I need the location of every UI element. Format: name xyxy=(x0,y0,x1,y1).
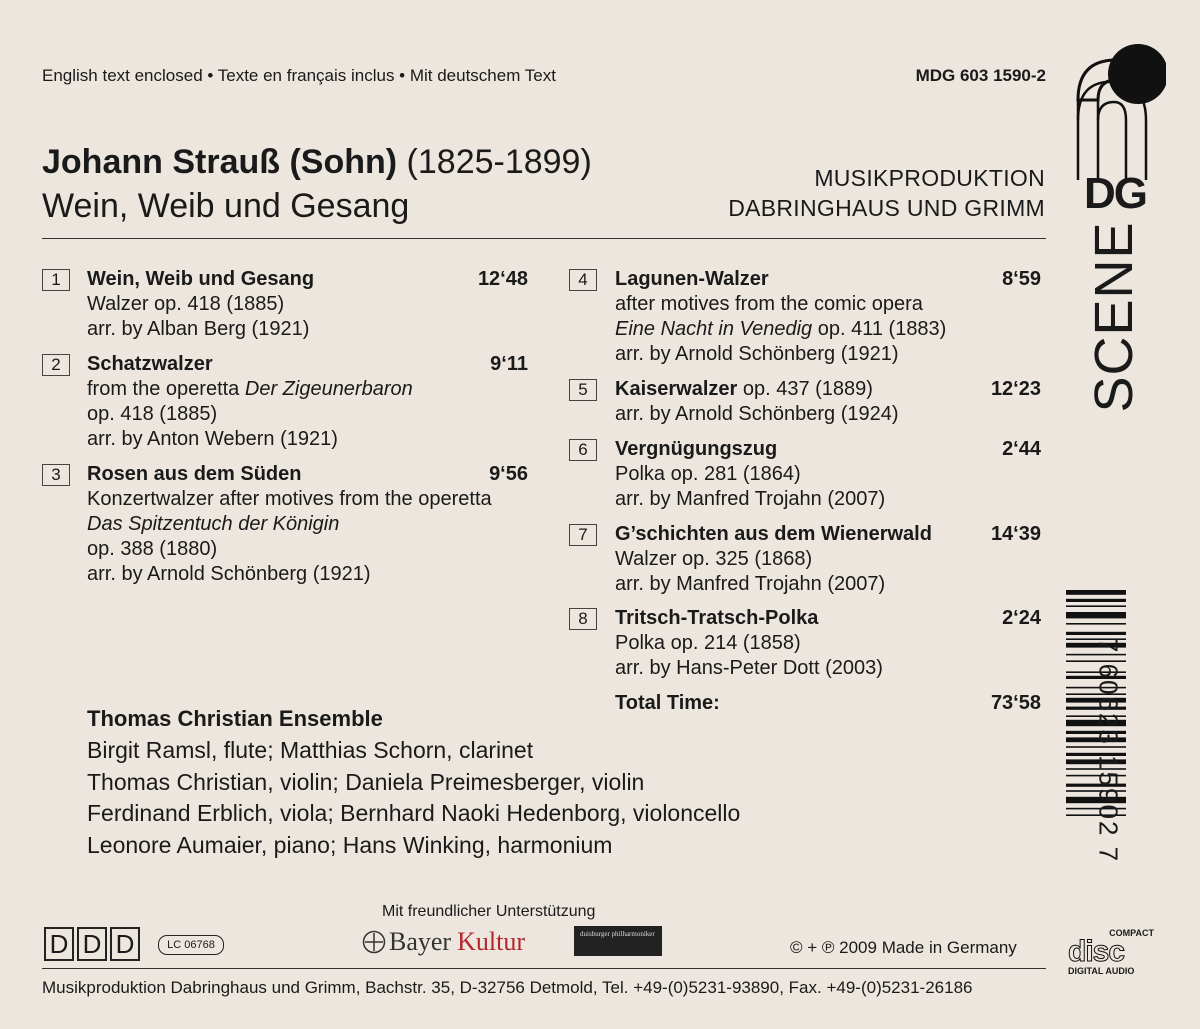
track-detail: arr. by Arnold Schönberg (1921) xyxy=(615,343,899,365)
disc-text: disc xyxy=(1068,935,1125,968)
track-time: 8‘59 xyxy=(1002,268,1041,290)
ensemble-member-line: Birgit Ramsl, flute; Matthias Schorn, clarinet xyxy=(87,737,534,763)
track-title: Tritsch-Tratsch-Polka xyxy=(615,607,819,629)
track-detail: arr. by Manfred Trojahn (2007) xyxy=(615,573,886,595)
track-title: Lagunen-Walzer xyxy=(615,268,769,290)
track-detail: Walzer op. 325 (1868) xyxy=(615,548,813,570)
track-detail: arr. by Alban Berg (1921) xyxy=(87,318,310,340)
compact-disc-logo xyxy=(1068,928,1158,988)
total-time-value: 73‘58 xyxy=(990,692,1041,714)
album-title: Wein, Weib und Gesang xyxy=(42,187,410,225)
track-time: 2‘44 xyxy=(1002,438,1041,460)
label-code: LC 06768 xyxy=(158,935,224,955)
track-number: 2 xyxy=(42,354,70,376)
composer-name: Johann Strauß (Sohn) xyxy=(42,143,398,181)
barcode xyxy=(1066,590,1158,910)
track-detail: op. 388 (1880) xyxy=(87,538,218,560)
philharmoniker-logo: duisburger philharmoniker xyxy=(574,926,662,956)
scene-mark: SCENE xyxy=(1084,221,1144,413)
label-line-1: MUSIKPRODUKTION xyxy=(814,165,1045,191)
track-detail xyxy=(615,317,946,342)
footer-address: Musikproduktion Dabringhaus und Grimm, Bachstr. 35, D-32756 Detmold, Tel. +49-(0)5231-93890, Fax. +49-(0)5231-26186 xyxy=(42,978,973,997)
track-time: 9‘11 xyxy=(490,353,528,375)
track-title: Wein, Weib und Gesang xyxy=(87,268,315,290)
ddd-letter: D xyxy=(110,927,140,961)
operetta-title: Das Spitzentuch der Königin xyxy=(87,513,340,535)
compact-text: COMPACT xyxy=(1109,928,1154,938)
support-note: Mit freundlicher Unterstützung xyxy=(382,903,596,920)
copyright-line: © + ℗ 2009 Made in Germany xyxy=(790,938,1017,957)
track-title: Vergnügungszug xyxy=(615,438,778,460)
track-time: 14‘39 xyxy=(990,523,1041,545)
composer-years: (1825-1899) xyxy=(406,143,592,181)
track-detail: after motives from the comic opera xyxy=(615,293,923,315)
header-divider xyxy=(42,238,1046,239)
track-opus: op. 437 (1889) xyxy=(737,378,873,400)
footer-divider xyxy=(42,968,1046,969)
track-detail: Polka op. 281 (1864) xyxy=(615,463,801,485)
track-detail: Walzer op. 418 (1885) xyxy=(87,293,285,315)
track-detail xyxy=(87,377,413,402)
languages-note: English text enclosed • Texte en français inclus • Mit deutschem Text xyxy=(42,66,556,85)
track-time: 2‘24 xyxy=(1002,607,1041,629)
track-detail-text: from the operetta xyxy=(87,378,245,400)
catalog-number: MDG 603 1590-2 xyxy=(915,66,1046,85)
track-number: 7 xyxy=(569,524,597,546)
track-number: 4 xyxy=(569,269,597,291)
bayer-kultur-logo xyxy=(362,927,525,957)
composer-line xyxy=(42,142,592,182)
track-number: 6 xyxy=(569,439,597,461)
track-title: Kaiserwalzer xyxy=(615,378,738,400)
ensemble-member-line: Thomas Christian, violin; Daniela Preimesberger, violin xyxy=(87,769,645,795)
track-number: 5 xyxy=(569,379,597,401)
bayer-cross-icon xyxy=(362,930,386,954)
track-time: 12‘48 xyxy=(477,268,528,290)
ddd-letter: D xyxy=(77,927,107,961)
track-number: 3 xyxy=(42,464,70,486)
track-detail: Polka op. 214 (1858) xyxy=(615,632,801,654)
track-detail: arr. by Manfred Trojahn (2007) xyxy=(615,488,886,510)
ddd-letter: D xyxy=(44,927,74,961)
ensemble-member-line: Ferdinand Erblich, viola; Bernhard Naoki Hedenborg, violoncello xyxy=(87,800,741,826)
operetta-title: Der Zigeunerbaron xyxy=(244,378,413,400)
track-title-line xyxy=(615,377,873,402)
total-time-label: Total Time: xyxy=(615,692,720,714)
track-detail-text: op. 411 (1883) xyxy=(812,318,947,340)
track-detail: op. 418 (1885) xyxy=(87,403,218,425)
ensemble-name: Thomas Christian Ensemble xyxy=(87,706,383,731)
mdg-scene-logo xyxy=(1066,40,1166,413)
label-line-2: DABRINGHAUS UND GRIMM xyxy=(728,195,1045,221)
track-title: G’schichten aus dem Wienerwald xyxy=(615,523,932,545)
track-detail: arr. by Hans-Peter Dott (2003) xyxy=(615,657,883,679)
track-detail: arr. by Anton Webern (1921) xyxy=(87,428,338,450)
track-number: 8 xyxy=(569,608,597,630)
bayer-text: Bayer xyxy=(389,927,452,956)
track-detail: Konzertwalzer after motives from the operetta xyxy=(87,488,492,510)
track-detail: arr. by Arnold Schönberg (1921) xyxy=(87,563,371,585)
ensemble-member-line: Leonore Aumaier, piano; Hans Winking, harmonium xyxy=(87,832,613,858)
track-detail: arr. by Arnold Schönberg (1924) xyxy=(615,403,899,425)
track-number: 1 xyxy=(42,269,70,291)
track-title: Schatzwalzer xyxy=(87,353,213,375)
track-time: 9‘56 xyxy=(489,463,528,485)
track-title: Rosen aus dem Süden xyxy=(87,463,302,485)
opera-title: Eine Nacht in Venedig xyxy=(615,318,813,340)
track-time: 12‘23 xyxy=(990,378,1041,400)
dg-mark: DG xyxy=(1084,169,1146,218)
digital-audio-text: DIGITAL AUDIO xyxy=(1068,966,1135,976)
kultur-text: Kultur xyxy=(457,927,525,956)
barcode-digits: 7 60623 15902 7 xyxy=(1093,637,1124,864)
